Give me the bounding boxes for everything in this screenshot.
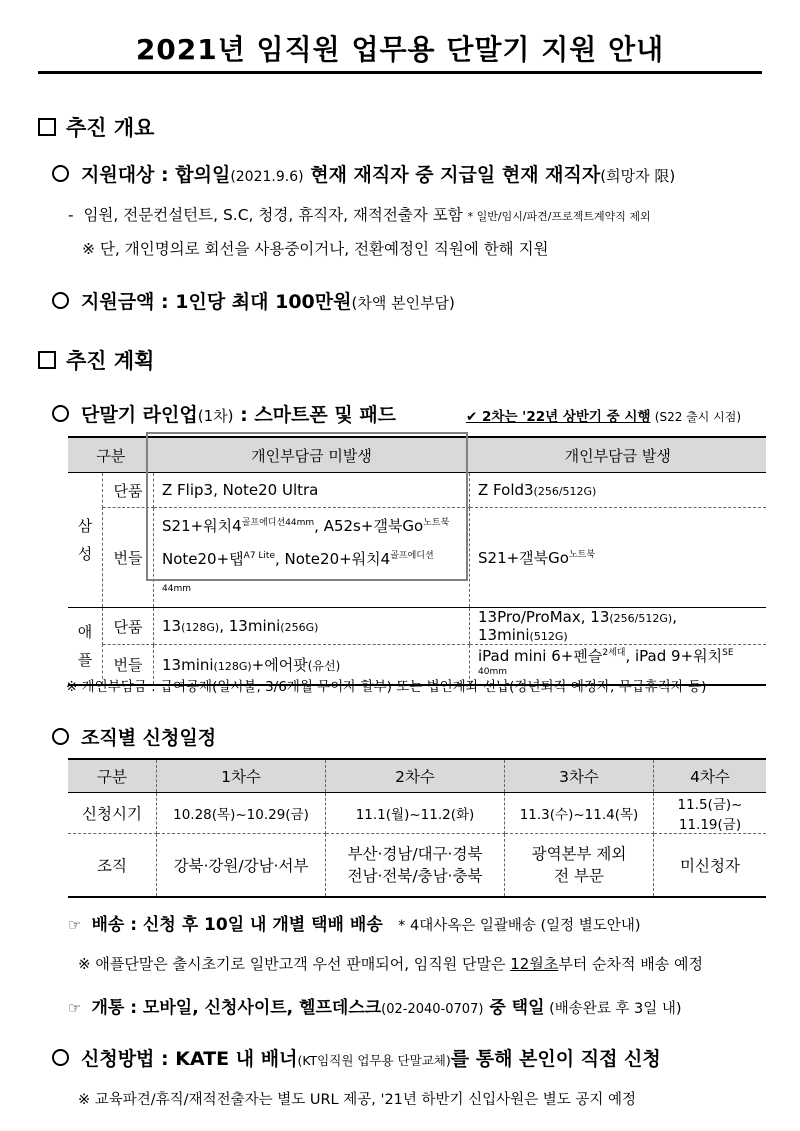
support-target-line: 지원대상 : 합의일(2021.9.6) 현재 재직자 중 지급일 현재 재직자(희망자 限) — [52, 160, 675, 187]
circle-bullet-icon — [52, 292, 69, 309]
circle-bullet-icon — [52, 405, 69, 422]
page-title: 2021년 임직원 업무용 단말기 지원 안내 — [135, 33, 665, 66]
circle-bullet-icon — [52, 1049, 69, 1066]
section-heading-plan: 추진 계획 — [38, 345, 154, 375]
table-row: 신청시기 10.28(목)~10.29(금) 11.1(월)~11.2(화) 11.3(수)~11.4(목) 11.5(금)~ 11.19(금) — [68, 793, 766, 834]
table-row: 조직 강북·강원/강남·서부 부산·경남/대구·경북 전남·전북/충남·충북 광역본부 제외 전 부문 미신청자 — [68, 834, 766, 898]
lineup-line: 단말기 라인업(1차) : 스마트폰 및 패드 — [52, 400, 396, 427]
support-target-note: ※ 단, 개인명의로 회선을 사용중이거나, 전환예정인 직원에 한해 지원 — [82, 240, 549, 258]
support-amount-line: 지원금액 : 1인당 최대 100만원(차액 본인부담) — [52, 287, 455, 314]
title-divider — [38, 71, 762, 74]
support-target-dash: - 임원, 전문컨설턴트, S.C, 청경, 휴직자, 재적전출자 포함 * 일반/임시/파견/프로젝트계약직 제외 — [68, 206, 651, 224]
apple-delivery-note: ※ 애플단말은 출시초기로 일반고객 우선 판매되어, 임직원 단말은 12월초부터 순차적 배송 예정 — [78, 955, 704, 973]
lineup-table-header: 구분 개인부담금 미발생 개인부담금 발생 — [68, 437, 766, 473]
table-row: 삼 성 단품 Z Flip3, Note20 Ultra Z Fold3(256/512G) — [68, 473, 766, 508]
schedule-table — [68, 758, 766, 898]
pointing-hand-icon: ☞ — [68, 916, 82, 934]
square-bullet-icon — [38, 351, 56, 369]
delivery-line: ☞ 배송 : 신청 후 10일 내 개별 택배 배송 * 4대사옥은 일괄배송 (일정 별도안내) — [68, 915, 641, 935]
second-round-note: ✔ 2차는 '22년 상반기 중 시행 (S22 출시 시점) — [466, 409, 742, 425]
maker-cell-samsung: 삼 성 — [68, 473, 103, 608]
schedule-table-header: 구분 1차수 2차수 3차수 4차수 — [68, 759, 766, 793]
apply-method-line: 신청방법 : KATE 내 배너(KT임직원 업무용 단말교체)를 통해 본인이 직접 신청 — [52, 1044, 661, 1071]
circle-bullet-icon — [52, 165, 69, 182]
maker-cell-apple: 애 플 — [68, 608, 103, 686]
section-heading-overview: 추진 개요 — [38, 112, 154, 142]
table-row: 번들 S21+워치$4^{골프에디션44mm}$, A52s+갤북$Go^{노트북}$ Note20+탭$^{A7 Lite}$, Note20+워치$4^{골프에디션44mm}$ S21+갤북$Go^{노트북}$ — [68, 508, 766, 608]
table-row: 애 플 단품 13(128G), 13mini(256G) 13Pro/ProMax, 13(256/512G), 13mini(512G) — [68, 608, 766, 645]
apply-method-note: ※ 교육파견/휴직/재적전출자는 별도 URL 제공, '21년 하반기 신입사원은 별도 공지 예정 — [78, 1092, 637, 1108]
table-row: 번들 13mini(128G)+에어팟(유선) iPad mini 6+펜슬$^{2세대}$, iPad 9+워치$^{SE 40mm}$ — [68, 645, 766, 686]
schedule-heading: 조직별 신청일정 — [52, 723, 216, 750]
square-bullet-icon — [38, 118, 56, 136]
highlight-box — [146, 432, 468, 581]
activation-line: ☞ 개통 : 모바일, 신청사이트, 헬프데스크(02-2040-0707) 중 택일 (배송완료 후 3일 내) — [68, 998, 682, 1018]
burden-note: ※ 개인부담금 : 급여공제(일시불, 3/6개월 무이자 할부) 또는 법인계좌 선납(정년퇴직 예정자, 무급휴직자 등) — [66, 679, 707, 695]
pointing-hand-icon: ☞ — [68, 999, 82, 1017]
circle-bullet-icon — [52, 728, 69, 745]
